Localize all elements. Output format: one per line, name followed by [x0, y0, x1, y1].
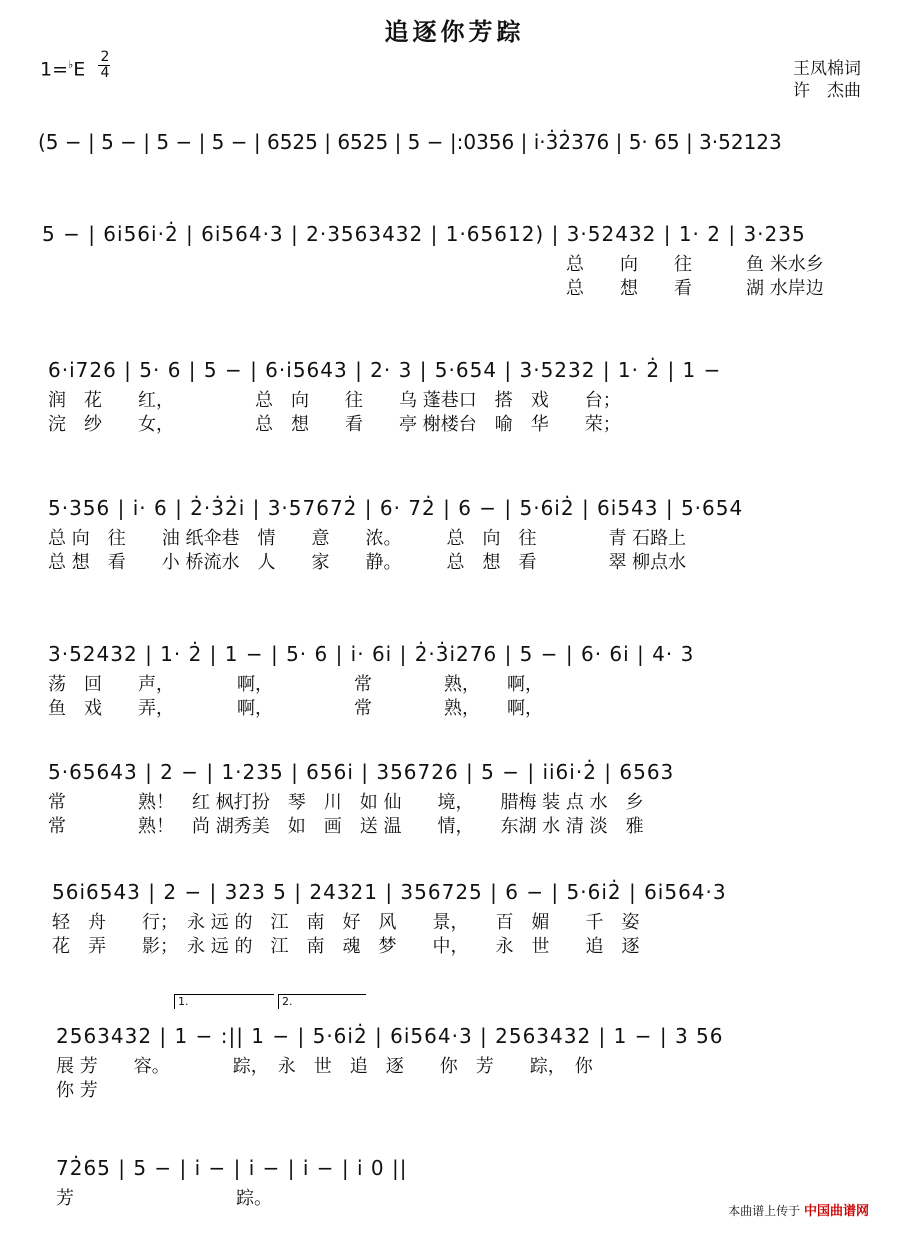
- notation-text: 5·65643 | 2 − | 1·235 | 656i | 356726 | 5 − | ii6i·2̇ | 6563: [48, 760, 675, 784]
- lyric-text: 浣 纱 女， 总 想 看 亭 榭楼台 喻 华 荣；: [48, 414, 621, 435]
- lyric-text: 常 熟！ 红 枫打扮 琴 川 如 仙 境， 腊梅 装 点 水 乡: [48, 792, 644, 813]
- lyrics-verse-2: [0, 410, 909, 435]
- time-top: 2: [100, 49, 110, 65]
- lyric-text: 展 芳 容。 踪， 永 世 追 逐 你 芳 踪， 你: [56, 1056, 593, 1077]
- notation-text: 5 − | 6i56i·2̇ | 6i564·3 | 2·3563432 | 1·65612) | 3·52432 | 1· 2 | 3·235: [42, 222, 806, 246]
- lyrics-verse-2: [0, 812, 909, 837]
- lyrics-verse-2: [0, 548, 909, 573]
- time-signature: [98, 50, 112, 81]
- notation-text: 5·356 | i· 6 | 2̇·3̇2̇i | 3·57672̇ | 6· 72̇ | 6 − | 5·6i2̇ | 6i543 | 5·654: [48, 496, 744, 520]
- lyric-text: 总 想 看 湖 水岸边: [566, 278, 824, 299]
- key-signature: [40, 58, 85, 80]
- notation-text: (5 − | 5 − | 5 − | 5 − | 6525 | 6525 | 5 − |:0356 | i·3̇2̇376 | 5· 65 | 3·52123: [38, 130, 782, 154]
- lyric-text: 总 想 看 小 桥流水 人 家 静。 总 想 看 翠 柳点水: [48, 552, 687, 573]
- lyric-text: 鱼 戏 弄， 啊， 常 熟， 啊，: [48, 698, 543, 719]
- key-prefix: 1=: [40, 58, 69, 81]
- lyric-text: 总 向 往 油 纸伞巷 情 意 浓。 总 向 往 青 石路上: [48, 528, 687, 549]
- lyrics-verse-1: [0, 908, 909, 933]
- lyrics-verse-2: [0, 1076, 909, 1101]
- lyric-text: 常 熟！ 尚 湖秀美 如 画 送 温 情， 东湖 水 清 淡 雅: [48, 816, 644, 837]
- lyrics-verse-1: [0, 386, 909, 411]
- lyrics-verse-1: [0, 788, 909, 813]
- notation-text: 2563432 | 1 − :|| 1 − | 5·6i2̇ | 6i564·3 | 2563432 | 1 − | 3 56: [56, 1024, 724, 1048]
- lyric-text: 轻 舟 行； 永 远 的 江 南 好 风 景， 百 媚 千 姿: [52, 912, 640, 933]
- flat-sign: ♭: [68, 58, 74, 71]
- lyric-text: 润 花 红， 总 向 往 乌 蓬巷口 搭 戏 台；: [48, 390, 621, 411]
- lyric-text: 芳 踪。: [56, 1188, 272, 1209]
- notation-text: 6·i726 | 5· 6 | 5 − | 6·i5643 | 2· 3 | 5·654 | 3·5232 | 1· 2̇ | 1 −: [48, 358, 722, 382]
- notation-text: 72̇65 | 5 − | i − | i − | i − | i 0 ||: [56, 1156, 408, 1180]
- lyric-text: 花 弄 影； 永 远 的 江 南 魂 梦 中， 永 世 追 逐: [52, 936, 640, 957]
- lyrics-verse-2: [0, 694, 909, 719]
- footer-text: 本曲谱上传于: [728, 1204, 801, 1218]
- lyrics-verse-2: [0, 932, 909, 957]
- notation-text: 56i6543 | 2 − | 323 5 | 24321 | 356725 | 6 − | 5·6i2̇ | 6i564·3: [52, 880, 727, 904]
- upload-footer: [728, 1200, 869, 1219]
- composer-credit: 许 杰曲: [793, 81, 861, 101]
- lyrics-verse-1: [0, 1052, 909, 1077]
- lyric-text: 荡 回 声， 啊， 常 熟， 啊，: [48, 674, 543, 695]
- time-bottom: 4: [100, 65, 110, 81]
- song-title: 追逐你芳踪: [384, 17, 525, 46]
- notation-line: [0, 124, 909, 164]
- notation-text: 3·52432 | 1· 2̇ | 1 − | 5· 6 | i· 6i | 2̇·3̇i276 | 5 − | 6· 6i | 4· 3: [48, 642, 695, 666]
- site-logo[interactable]: 中国曲谱网: [803, 1204, 869, 1219]
- lyrics-verse-1: [0, 250, 909, 275]
- lyricist-credit: 王凤棉词: [793, 59, 861, 79]
- lyrics-verse-1: [0, 670, 909, 695]
- key-note: E: [73, 58, 86, 81]
- first-ending-bracket: 1.: [174, 994, 274, 1009]
- second-ending-bracket: 2.: [278, 994, 366, 1009]
- lyrics-verse-2: [0, 274, 909, 299]
- lyrics-verse-1: [0, 524, 909, 549]
- lyric-text: 你 芳: [56, 1080, 98, 1101]
- lyric-text: 总 向 往 鱼 米水乡: [566, 254, 824, 275]
